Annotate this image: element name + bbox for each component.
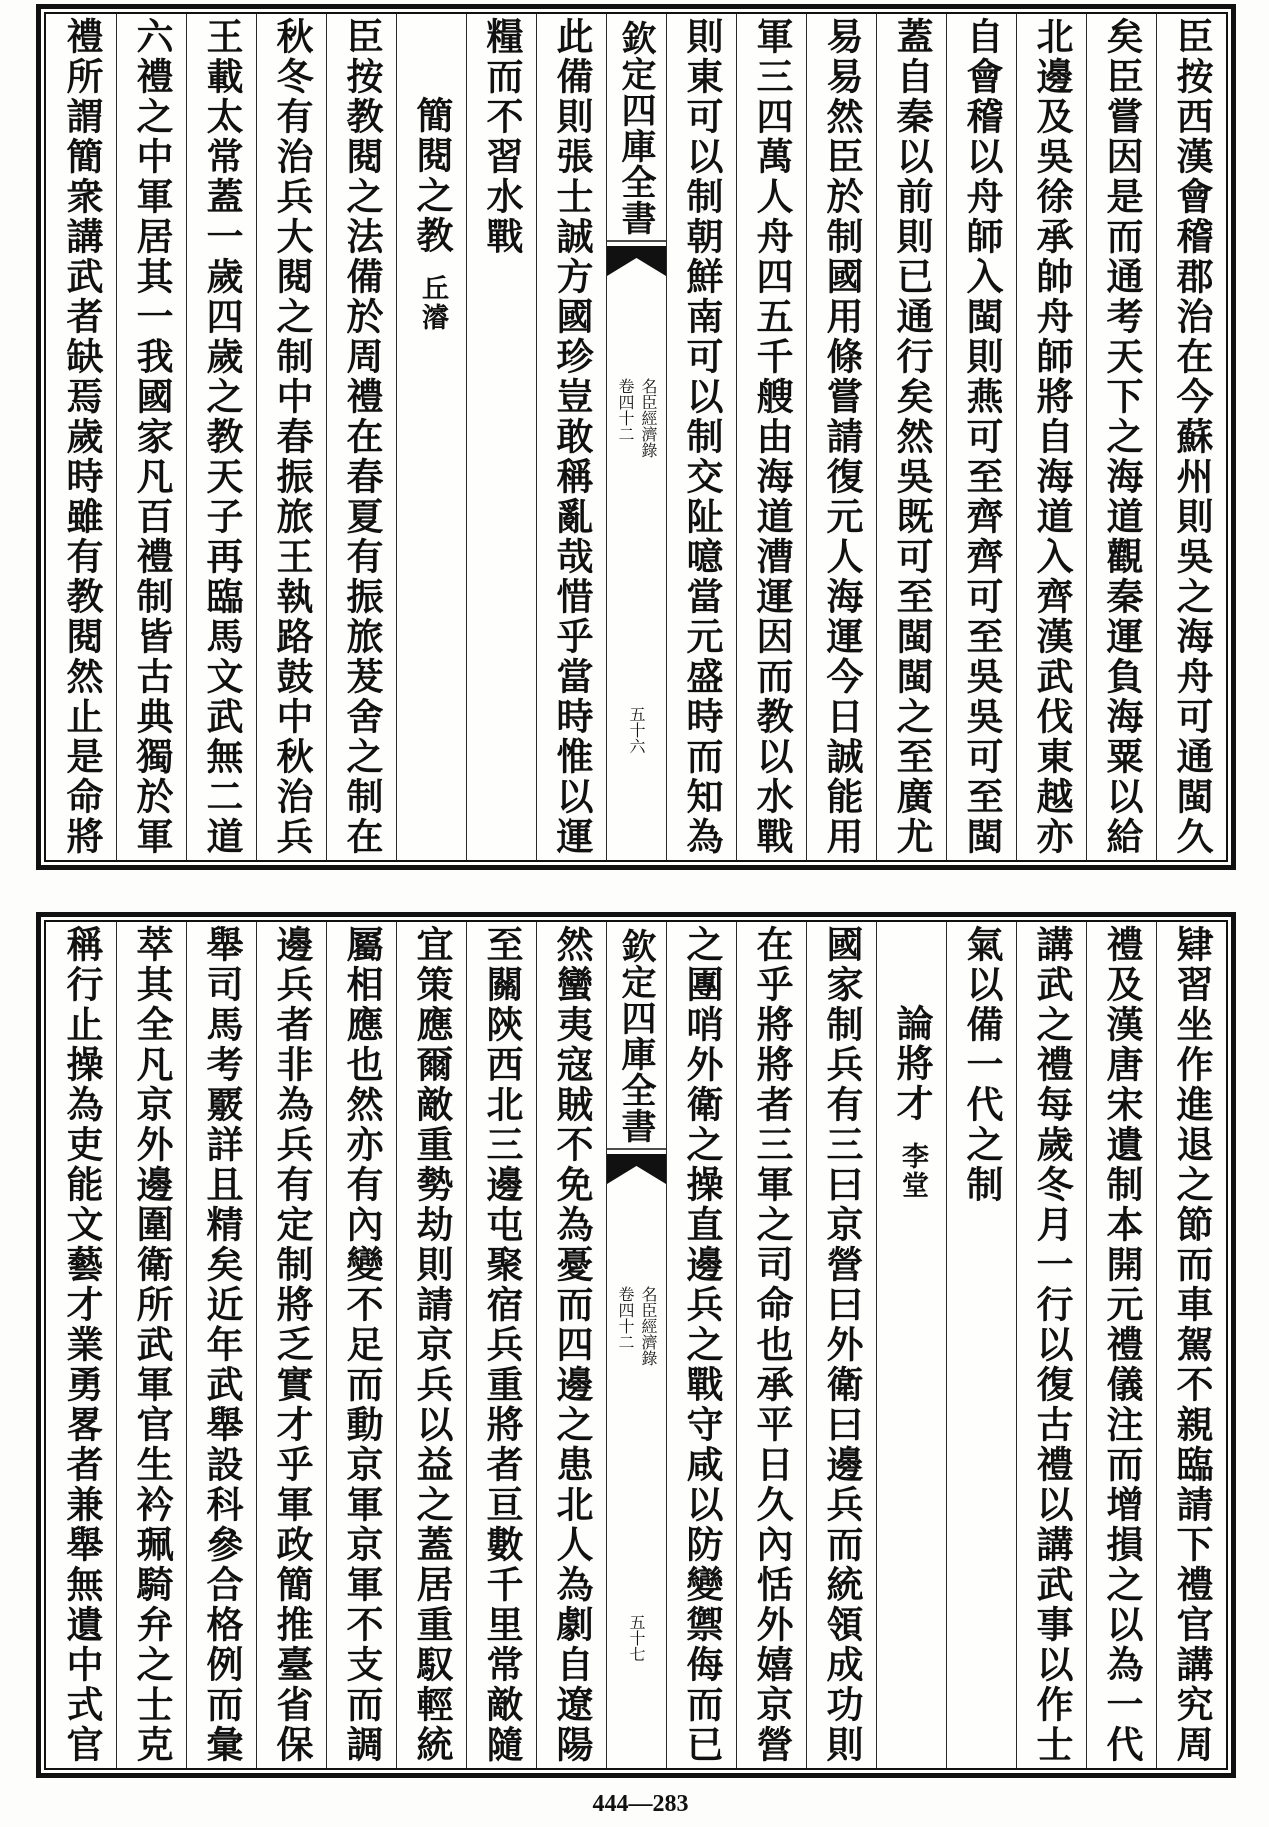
text-column: 王載太常蓋一歲四歲之教天子再臨馬文武無二道 — [186, 14, 256, 860]
text-column: 講武之禮每歲冬月一行以復古禮以講武事以作士 — [1016, 922, 1086, 1768]
text-column: 軍三四萬人舟四五千艘由海道漕運因而教以水戰 — [736, 14, 806, 860]
leaf-bottom — [36, 912, 1236, 1778]
text-column: 舉司馬考覈詳且精矣近年武舉設科參合格例而彙 — [186, 922, 256, 1768]
fishtail-icon — [607, 1148, 666, 1186]
text-column: 屬相應也然亦有內變不足而動京軍京軍不支而調 — [326, 922, 396, 1768]
text-column: 六禮之中軍居其一我國家凡百禮制皆古典獨於軍 — [116, 14, 186, 860]
text-column: 易易然臣於制國用條嘗請復元人海運今日誠能用 — [806, 14, 876, 860]
text-column: 臣按教閱之法備於周禮在春夏有振旅茇舍之制在 — [326, 14, 396, 860]
collection-title: 欽定四庫全書 — [616, 20, 657, 236]
footer-page-number: 444—283 — [592, 1791, 689, 1817]
text-column: 則東可以制朝鮮南可以制交阯噫當元盛時而知為 — [666, 14, 736, 860]
book-title: 名臣經濟錄 — [639, 1286, 658, 1366]
section-heading: 簡閱之教 — [410, 96, 454, 256]
section-author: 丘濬 — [417, 274, 448, 332]
text-column: 然蠻夷寇賊不免為憂而四邊之患北人為劇自遼陽 — [536, 922, 606, 1768]
collection-title: 欽定四庫全書 — [616, 928, 657, 1144]
fishtail-icon — [607, 240, 666, 278]
text-column: 矣臣嘗因是而通考天下之海道觀秦運負海粟以給 — [1086, 14, 1156, 860]
section-heading-column — [396, 14, 466, 860]
text-column: 萃其全凡京外邊圍衛所武軍官生衿珮騎弁之士克 — [116, 922, 186, 1768]
leaf-frame — [44, 920, 1228, 1770]
text-column: 此備則張士誠方國珍豈敢稱亂哉惜乎當時惟以運 — [536, 14, 606, 860]
text-column: 禮及漢唐宋遺制本開元禮儀注而增損之以為一代 — [1086, 922, 1156, 1768]
text-column: 宜策應爾敵重勢劫則請京兵以益之蓋居重馭輕統 — [396, 922, 466, 1768]
fold-column — [606, 14, 666, 860]
text-column: 自會稽以舟師入閩則燕可至齊齊可至吳吳可至閩 — [946, 14, 1016, 860]
leaf-number: 五十七 — [627, 1614, 646, 1662]
text-column: 北邊及吳徐承帥舟師將自海道入齊漢武伐東越亦 — [1016, 14, 1086, 860]
fold-subtitle — [611, 378, 662, 458]
text-column: 秋冬有治兵大閱之制中春振旅王執路鼓中秋治兵 — [256, 14, 326, 860]
text-column: 稱行止操為吏能文藝才業勇畧者兼舉無遺中式官 — [60, 925, 104, 1765]
text-column: 蓋自秦以前則已通行矣然吳既可至閩閩之至廣尤 — [876, 14, 946, 860]
text-column: 至關陝西北三邊屯聚宿兵重將者亘數千里常敵隨 — [466, 922, 536, 1768]
volume-label: 卷四十二 — [616, 1286, 635, 1350]
section-heading: 論將才 — [890, 1004, 934, 1124]
section-author: 李堂 — [897, 1142, 928, 1200]
text-column: 肄習坐作進退之節而車駕不親臨請下禮官講究周 — [1156, 922, 1226, 1768]
text-column: 國家制兵有三曰京營曰外衛曰邊兵而統領成功則 — [806, 922, 876, 1768]
leaf-frame — [44, 12, 1228, 862]
text-column: 臣按西漢會稽郡治在今蘇州則吳之海舟可通閩久 — [1156, 14, 1226, 860]
book-title: 名臣經濟錄 — [639, 378, 658, 458]
section-heading-column — [876, 922, 946, 1768]
text-column: 氣以備一代之制 — [946, 922, 1016, 1768]
text-column: 糧而不習水戰 — [466, 14, 536, 860]
text-column: 禮所謂簡衆講武者缺焉歲時雖有教閱然止是命將 — [60, 17, 104, 857]
leaf-number: 五十六 — [627, 706, 646, 754]
fold-subtitle — [611, 1286, 662, 1366]
volume-label: 卷四十二 — [616, 378, 635, 442]
leaf-top — [36, 4, 1236, 870]
fold-column — [606, 922, 666, 1768]
text-column: 在乎將將者三軍之司命也承平日久內恬外嬉京營 — [736, 922, 806, 1768]
text-column: 邊兵者非為兵有定制將乏實才乎軍政簡推臺省保 — [256, 922, 326, 1768]
text-column: 之團哨外衛之操直邊兵之戰守咸以防變禦侮而已 — [666, 922, 736, 1768]
